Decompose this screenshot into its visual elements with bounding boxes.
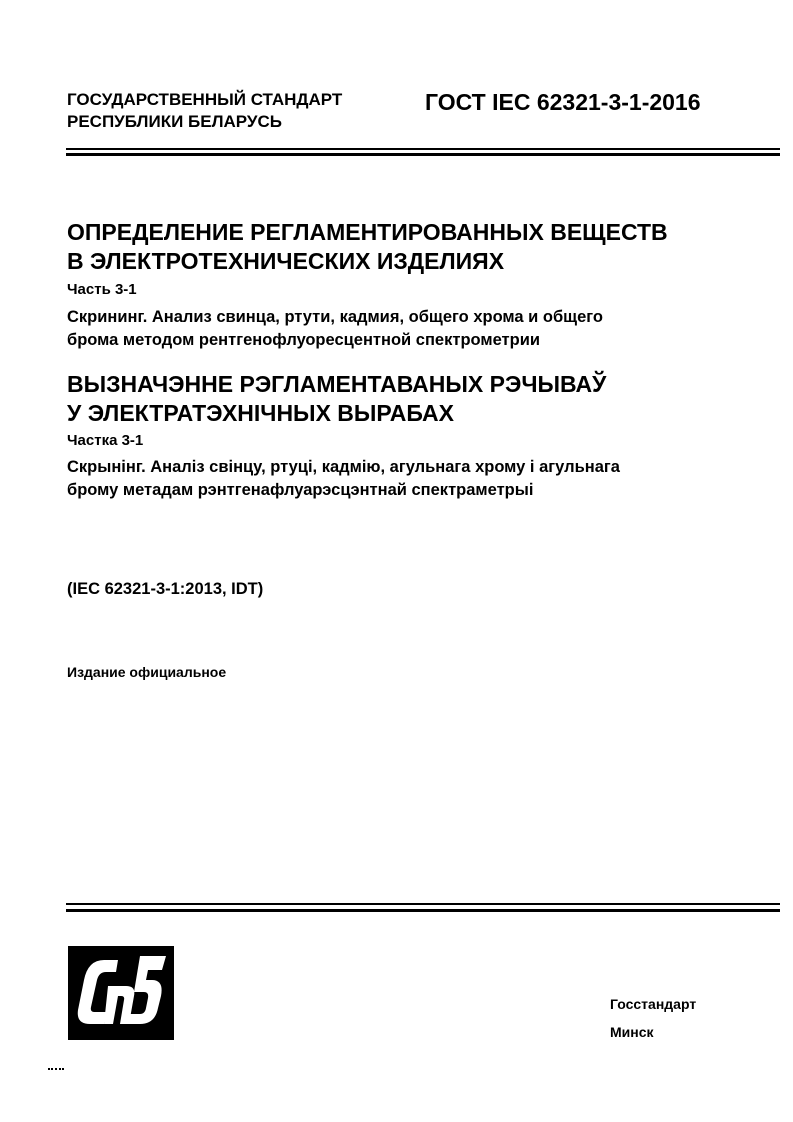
subtitle-by-line-1: Скрынінг. Аналіз свінцу, ртуці, кадмію, агульнага хрому і агульнага — [67, 458, 620, 476]
title-ru-line-1: ОПРЕДЕЛЕНИЕ РЕГЛАМЕНТИРОВАННЫХ ВЕЩЕСТВ — [67, 219, 668, 245]
part-by: Частка 3-1 — [67, 432, 144, 449]
header-divider-thin — [66, 148, 780, 150]
standard-designation: ГОСТ IEC 62321-3-1-2016 — [425, 89, 701, 115]
title-by-line-2: У ЭЛЕКТРАТЭХНІЧНЫХ ВЫРАБАХ — [67, 400, 454, 426]
subtitle-ru-line-1: Скрининг. Анализ свинца, ртути, кадмия, общего хрома и общего — [67, 308, 604, 326]
footer-divider-thick — [66, 909, 780, 912]
title-ru-line-2: В ЭЛЕКТРОТЕХНИЧЕСКИХ ИЗДЕЛИЯХ — [67, 248, 505, 274]
issuer-line-1: ГОСУДАРСТВЕННЫЙ СТАНДАРТ — [67, 90, 343, 109]
publisher-city: Минск — [610, 1024, 654, 1040]
part-ru: Часть 3-1 — [67, 281, 137, 298]
subtitle-by-line-2: брому метадам рэнтгенафлуарэсцэнтнай спектраметрыі — [67, 481, 534, 499]
stb-logo — [68, 946, 174, 1040]
title-by-line-1: ВЫЗНАЧЭННЕ РЭГЛАМЕНТАВАНЫХ РЭЧЫВАЎ — [67, 371, 607, 397]
print-mark — [48, 1068, 64, 1072]
edition-note: Издание официальное — [67, 664, 227, 680]
publisher-name: Госстандарт — [610, 996, 697, 1012]
iec-reference: (IEC 62321-3-1:2013, IDT) — [67, 580, 264, 598]
issuer-line-2: РЕСПУБЛИКИ БЕЛАРУСЬ — [67, 112, 282, 131]
subtitle-ru-line-2: брома методом рентгенофлуоресцентной спектрометрии — [67, 331, 540, 349]
footer-divider-thin — [66, 903, 780, 905]
header-divider-thick — [66, 153, 780, 156]
